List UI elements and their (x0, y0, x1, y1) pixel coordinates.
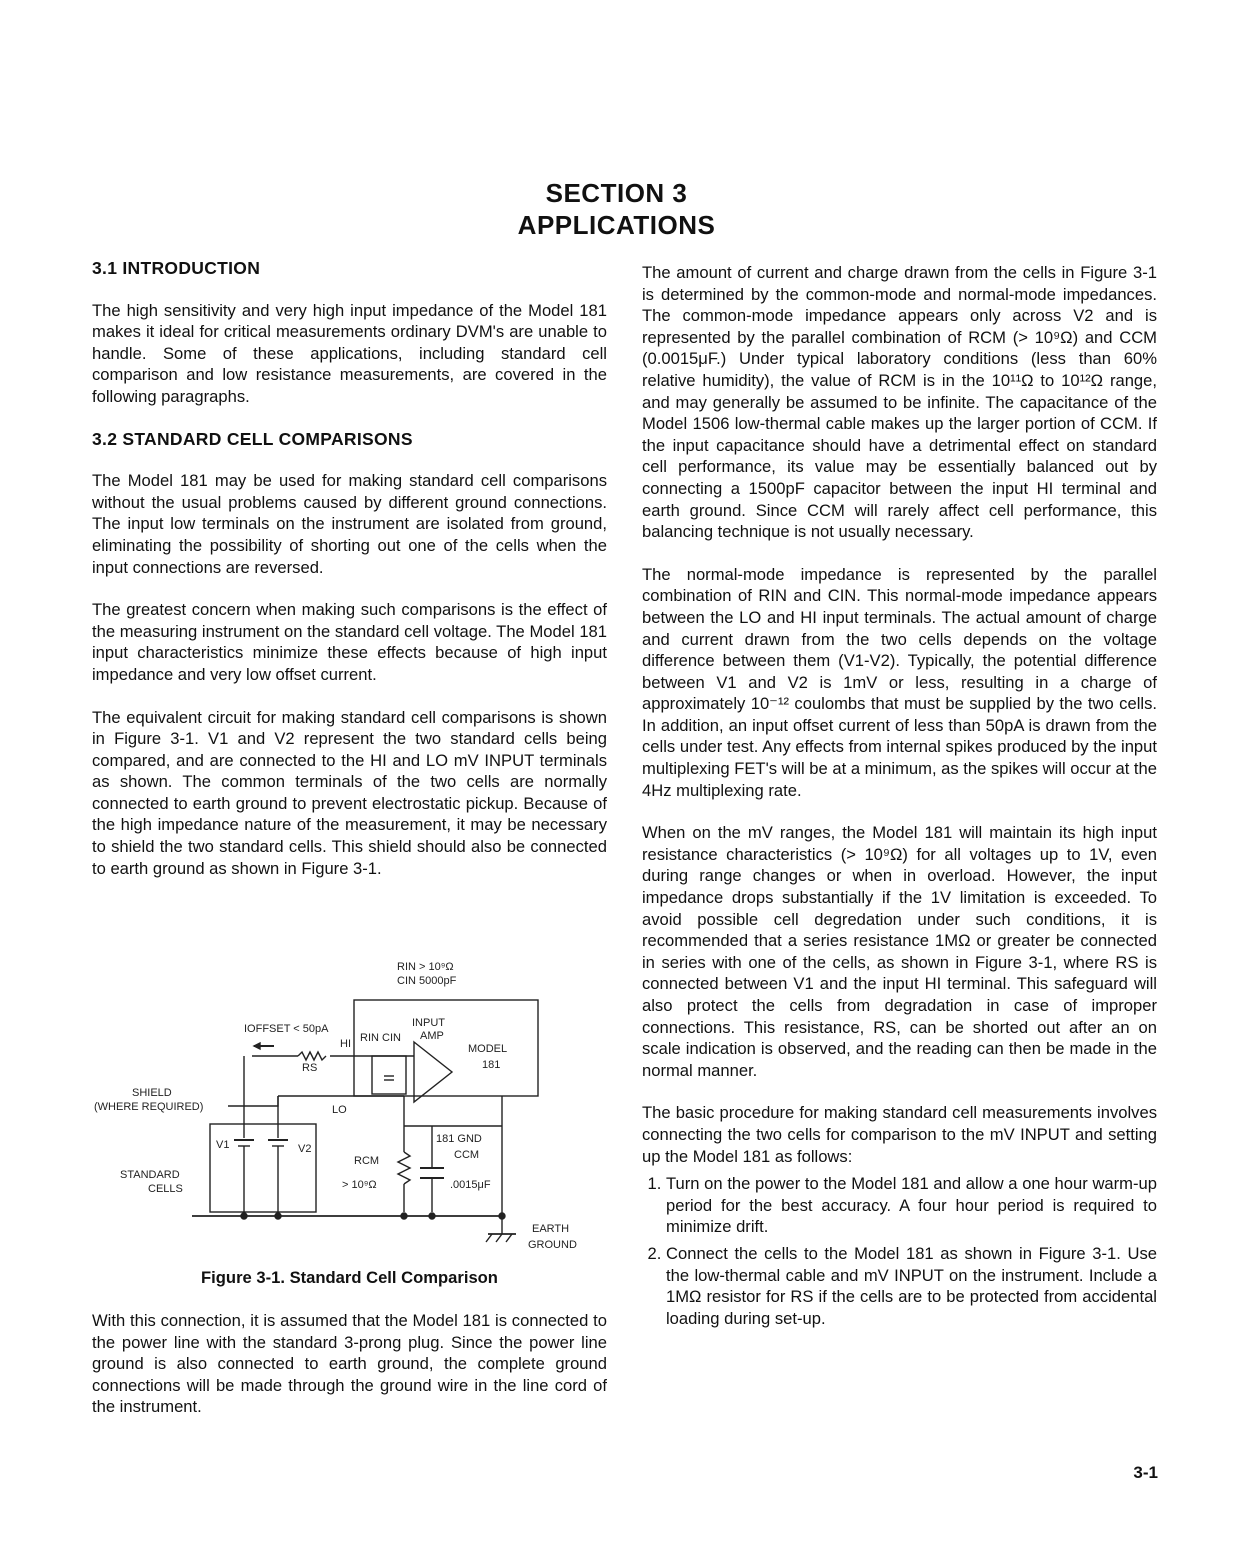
rcm-value-label: > 10⁹Ω (342, 1179, 377, 1191)
cells-heading: 3.2 STANDARD CELL COMPARISONS (92, 428, 413, 449)
cells-paragraph-2: The greatest concern when making such comparisons is the effect of the measuring instrument on the standard cell voltage. The Model 181 input characteristics minimize these effects because of high input impedance and very low offset current. (92, 600, 607, 684)
model-number-label: 181 (482, 1059, 501, 1071)
v1-label: V1 (216, 1139, 230, 1151)
figure-3-1 (92, 956, 607, 1256)
right-paragraph-3: When on the mV ranges, the Model 181 will maintain its high input resistance characteristics (> 10⁹Ω) for all voltages up to 1V, even during range changes or when in overload. However, the input impedance drops substantially if the 1V limitation is exceeded. To avoid possible cell degredation under such conditions, it is recommended that a series resistance 1MΩ or greater be connected in series with one of the cells, as shown in Figure 3-1, where RS is connected between V1 and the input HI terminal. This safeguard will also protect the cells from degradation in case of improper connections. This resistance, RS, can be shorted out after an on scale indication is observed, and the reading can then be made in the normal manner. (642, 823, 1157, 1080)
shield-label: SHIELD (132, 1087, 172, 1099)
list-item: 2. Connect the cells to the Model 181 as shown in Figure 3-1. Use the low-thermal cable and mV INPUT on the instrument. Include a 1MΩ resistor for RS if the cells are to be protected from accidental loading during set-up. (666, 1243, 1157, 1329)
amp-label: AMP (420, 1030, 444, 1042)
cells-label: CELLS (148, 1183, 183, 1195)
rin-cin-element (372, 1056, 406, 1094)
hi-label: HI (340, 1038, 351, 1050)
model-box (354, 1000, 538, 1096)
rin-cin-label: RIN CIN (360, 1032, 401, 1044)
ccm-value-label: .0015μF (450, 1179, 491, 1191)
section-title: APPLICATIONS (517, 210, 716, 240)
standard-label: STANDARD (120, 1169, 180, 1181)
cells-paragraph-4: With this connection, it is assumed that the Model 181 is connected to the power line with the standard 3-prong plug. Since the power line ground is also connected to earth ground, the complete ground connections will be made through the ground wire in the line cord of the instrument. (92, 1311, 607, 1417)
procedure-list (642, 1173, 1157, 1329)
right-paragraph-1: The amount of current and charge drawn from the cells in Figure 3-1 is determined by the common-mode and normal-mode impedances. The common-mode impedance appears only across V2 and is represented by the parallel combination of RCM (> 10⁹Ω) and CCM (0.0015μF.) Under typical laboratory conditions (less than 60% relative humidity), the value of RCM is in the 10¹¹Ω to 10¹²Ω range, and may generally be assumed to be infinite. The capacitance of the Model 1506 low-thermal cable makes up the larger portion of CCM. If the input capacitance should have a detrimental effect on standard cell performance, its value may be essentially balanced out by connecting a 1500pF capacitor between the input HI terminal and earth ground. Since CCM will rarely affect cell performance, this balancing technique is not usually necessary. (642, 263, 1157, 542)
intro-heading: 3.1 INTRODUCTION (92, 258, 261, 278)
rin-label: RIN > 10⁹Ω (397, 961, 454, 973)
ccm-label: CCM (454, 1149, 480, 1161)
intro-paragraph: The high sensitivity and very high input impedance of the Model 181 makes it ideal for critical measurements ordinary DVM's are unable to handle. Some of these applications, including standard cell comparison and low resistance measurements, are covered in the following paragraphs. (92, 300, 607, 406)
list-item: 1. Turn on the power to the Model 181 and allow a one hour warm-up period for the best accuracy. A four hour period is required to minimize drift. (666, 1173, 1157, 1238)
right-paragraph-2: The normal-mode impedance is represented by the parallel combination of RIN and CIN. This normal-mode impedance appears between the LO and HI input terminals. The actual amount of charge and current drawn from the two cells depends on the voltage difference between them (V1-V2). Typically, the potential difference between V1 and V2 is 1mV or less, resulting in a charge of approximately 10⁻¹² coulombs that must be supplied by the two cells. In addition, an input offset current of less than 50pA is drawn from the cells under test. Any effects from internal spikes produced by the input multiplexing FET's will be at a minimum, as the spikes will occur at the 4Hz multiplexing rate. (642, 564, 1157, 800)
ground-label: GROUND (528, 1239, 577, 1251)
lo-label: LO (332, 1104, 347, 1116)
ioffset-label: IOFFSET < 50pA (244, 1023, 329, 1035)
rs-resistor (298, 1052, 326, 1060)
figure-caption: Figure 3-1. Standard Cell Comparison (201, 1268, 498, 1287)
earth-label: EARTH (532, 1223, 570, 1235)
page-number: 3-1 (1133, 1463, 1158, 1482)
left-column-bottom (92, 1310, 607, 1439)
left-column (92, 258, 607, 900)
section-number: SECTION 3 (545, 178, 688, 208)
v2-label: V2 (298, 1143, 312, 1155)
rs-label: RS (302, 1062, 318, 1074)
where-required-label: (WHERE REQUIRED) (94, 1101, 204, 1113)
right-column (642, 262, 1157, 1334)
right-paragraph-4: The basic procedure for making standard cell measurements involves connecting the two cells for comparison to the mV INPUT and setting up the Model 181 as follows: (642, 1103, 1157, 1166)
cells-paragraph-3: The equivalent circuit for making standard cell comparisons is shown in Figure 3-1. V1 and V2 represent the two standard cells being compared, and are connected to the HI and LO mV INPUT terminals as shown. The common terminals of the two cells are normally connected to earth ground to prevent electrostatic pickup. Because of the high impedance nature of the measurement, it may be necessary to shield the two standard cells. This shield should also be connected to earth ground as shown in Figure 3-1. (92, 707, 607, 878)
rcm-resistor (398, 1152, 410, 1184)
input-label: INPUT (412, 1017, 445, 1029)
rcm-label: RCM (354, 1155, 380, 1167)
cin-label: CIN 5000pF (397, 975, 457, 987)
cells-paragraph-1: The Model 181 may be used for making standard cell comparisons without the usual problems caused by different ground connections. The input low terminals on the instrument are isolated from ground, eliminating the possibility of shorting out one of the cells when the input connections are reversed. (92, 471, 607, 577)
cells-shield (210, 1124, 316, 1212)
model-label: MODEL (468, 1043, 508, 1055)
amp-symbol (414, 1042, 452, 1102)
gnd-label: 181 GND (436, 1133, 482, 1145)
